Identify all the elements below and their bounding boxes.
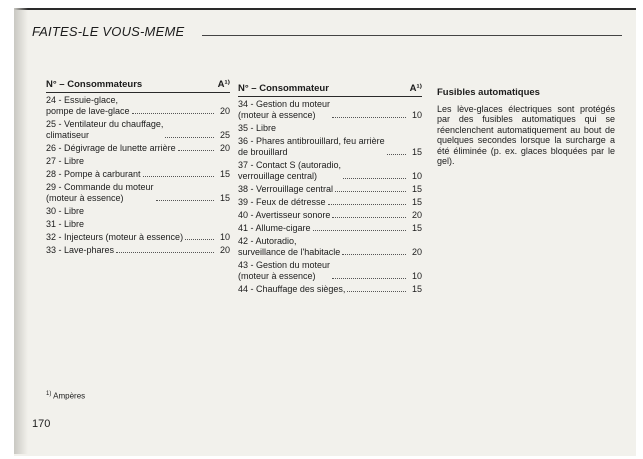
ampere-value: 15 (411, 223, 422, 233)
table-row (238, 123, 422, 134)
fuse-table-left (46, 78, 230, 258)
consumer-label: 31 - Libre (46, 219, 85, 229)
dot-leader (332, 278, 406, 279)
dot-leader (178, 150, 214, 151)
ampere-value: 15 (219, 193, 230, 203)
table-row (238, 136, 422, 158)
ampere-value: 15 (411, 147, 422, 157)
page-binding-shadow (14, 8, 28, 454)
fuse-table-middle-body (238, 99, 422, 295)
dot-leader (343, 178, 406, 179)
consumer-label: 24 - Essuie-glace, pompe de lave-glace (46, 95, 130, 116)
table-row (238, 197, 422, 208)
table-row (46, 95, 230, 117)
consumer-label: 41 - Allume-cigare (238, 223, 311, 233)
dot-leader (132, 113, 214, 114)
dot-leader (332, 117, 406, 118)
ampere-value: 15 (411, 197, 422, 207)
ampere-value: 20 (219, 143, 230, 153)
dot-leader (143, 176, 214, 177)
fuse-table-left-body (46, 95, 230, 256)
ampere-value: 15 (219, 169, 230, 179)
footnote-mark: 1) (46, 391, 52, 397)
ampere-value: 20 (411, 247, 422, 257)
dot-leader (185, 239, 214, 240)
dot-leader (116, 252, 214, 253)
consumer-label: 34 - Gestion du moteur (moteur à essence) (238, 99, 331, 120)
consumer-label: 43 - Gestion du moteur (moteur à essence) (238, 260, 331, 281)
section-text: Les lève-glaces électriques sont protégés par des fusibles automatiques qui se réenclenchent automatiquement au bout de quelques secondes lorsque la surcharge a été éliminée (p. ex. glaces bloquées par le gel). (437, 103, 615, 166)
header-rule (202, 35, 622, 36)
column-header-amperes: A¹⁾ (409, 83, 422, 94)
table-row (46, 143, 230, 154)
consumer-label: 37 - Contact S (autoradio, verrouillage central) (238, 160, 342, 181)
fuse-table-middle-header (238, 82, 422, 97)
footnote (46, 391, 85, 401)
automatic-fuses-section (437, 88, 615, 167)
table-row (238, 184, 422, 195)
page-header (32, 24, 622, 44)
dot-leader (347, 291, 406, 292)
consumer-label: 39 - Feux de détresse (238, 197, 326, 207)
table-row (238, 210, 422, 221)
consumer-label: 29 - Commande du moteur (moteur à essence) (46, 182, 154, 203)
section-title: Fusibles automatiques (437, 87, 540, 98)
consumer-label: 44 - Chauffage des sièges, (238, 284, 346, 294)
ampere-value: 25 (219, 130, 230, 140)
dot-leader (387, 154, 406, 155)
ampere-value: 20 (219, 106, 230, 116)
consumer-label: 35 - Libre (238, 123, 277, 133)
ampere-value: 15 (411, 284, 422, 294)
fuse-table-middle (238, 82, 422, 297)
consumer-label: 32 - Injecteurs (moteur à essence) (46, 232, 184, 242)
table-row (46, 156, 230, 167)
column-header-consumer: N° – Consommateur (238, 83, 329, 94)
table-row (46, 169, 230, 180)
consumer-label: 33 - Lave-phares (46, 245, 115, 255)
page-title: FAITES-LE VOUS-MEME (32, 24, 185, 39)
consumer-label: 36 - Phares antibrouillard, feu arrière de brouillard (238, 136, 385, 157)
consumer-label: 38 - Verrouillage central (238, 184, 334, 194)
table-row (238, 260, 422, 282)
ampere-value: 10 (411, 171, 422, 181)
consumer-label: 27 - Libre (46, 156, 85, 166)
table-row (46, 119, 230, 141)
consumer-label: 42 - Autoradio, surveillance de l'habitacle (238, 236, 341, 257)
page-number: 170 (32, 418, 51, 430)
consumer-label: 26 - Dégivrage de lunette arrière (46, 143, 176, 153)
table-row (238, 160, 422, 182)
dot-leader (156, 200, 214, 201)
ampere-value: 20 (219, 245, 230, 255)
table-row (238, 99, 422, 121)
dot-leader (328, 204, 406, 205)
consumer-label: 28 - Pompe à carburant (46, 169, 141, 179)
table-row (238, 223, 422, 234)
footnote-text: Ampères (53, 391, 86, 401)
dot-leader (335, 191, 406, 192)
table-row (238, 236, 422, 258)
consumer-label: 25 - Ventilateur du chauffage, climatiseur (46, 119, 164, 140)
table-row (46, 219, 230, 230)
fuse-table-left-header (46, 78, 230, 93)
dot-leader (332, 217, 406, 218)
ampere-value: 10 (219, 232, 230, 242)
table-row (238, 284, 422, 295)
consumer-label: 30 - Libre (46, 206, 85, 216)
table-row (46, 206, 230, 217)
table-row (46, 182, 230, 204)
ampere-value: 15 (411, 184, 422, 194)
dot-leader (342, 254, 406, 255)
consumer-label: 40 - Avertisseur sonore (238, 210, 331, 220)
ampere-value: 20 (411, 210, 422, 220)
column-header-amperes: A¹⁾ (217, 79, 230, 90)
ampere-value: 10 (411, 110, 422, 120)
table-row (46, 232, 230, 243)
dot-leader (313, 230, 406, 231)
column-header-consumers: N° – Consommateurs (46, 79, 143, 90)
ampere-value: 10 (411, 271, 422, 281)
table-row (46, 245, 230, 256)
dot-leader (165, 137, 214, 138)
